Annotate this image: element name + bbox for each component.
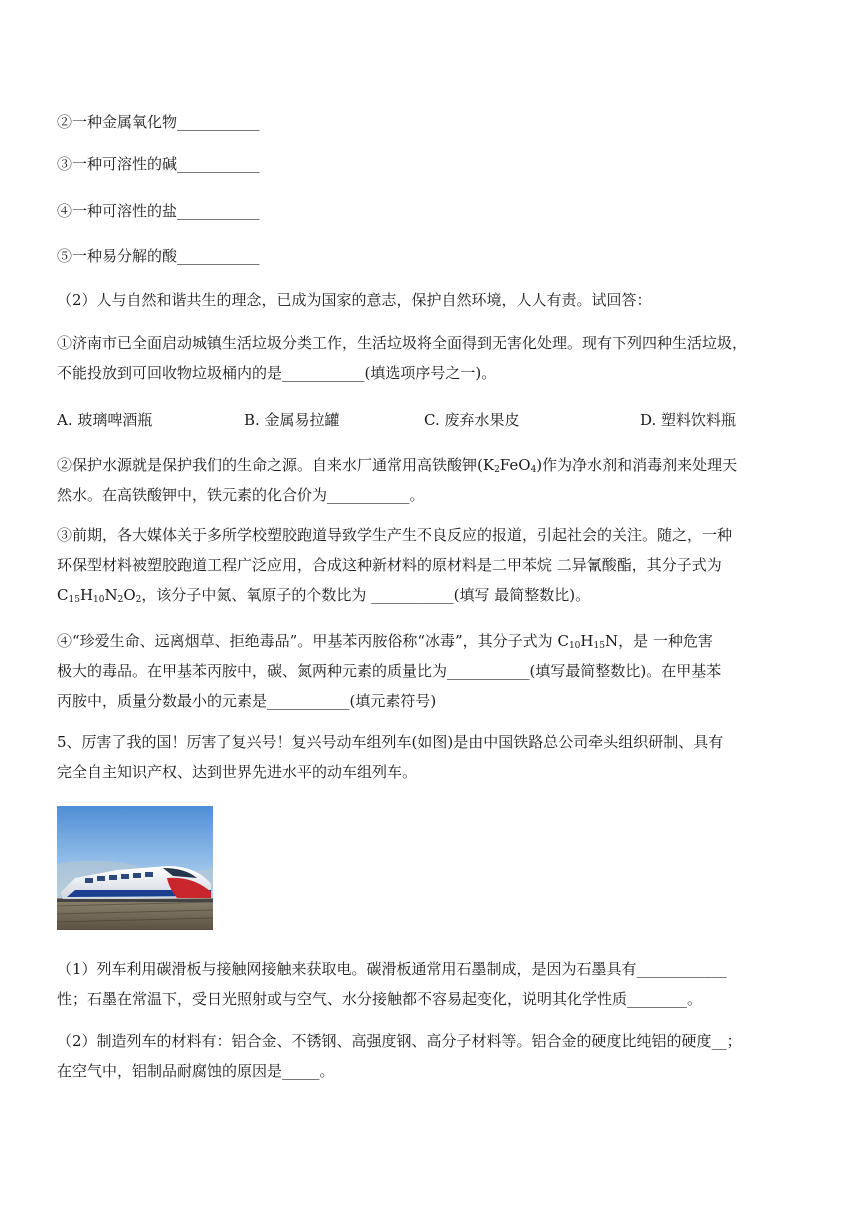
answer-blank: ___________	[327, 486, 410, 504]
question-water	[57, 450, 802, 510]
answer-blank: ________	[627, 990, 688, 1008]
train-photo	[57, 806, 213, 930]
question-5	[57, 727, 802, 787]
question-text: 极大的毒品。在甲基苯丙胺中，碳、氮两种元素的质量比为___________(填写最简整数比)。在甲基苯	[57, 662, 722, 680]
question-text: ①济南市已全面启动城镇生活垃圾分类工作，生活垃圾将全面得到无害化处理。现有下列四种生活垃圾，	[57, 334, 748, 352]
choice-c: C. 废弃水果皮	[424, 411, 520, 429]
question-text: ③前期，各大媒体关于多所学校塑胶跑道导致学生产生不良反应的报道，引起社会的关注。随之，一种	[57, 526, 733, 544]
question-text: （1）列车利用碳滑板与接触网接触来获取电。碳滑板通常用石墨制成，是因为石墨具有____________	[57, 960, 727, 978]
question-text: 环保型材料被塑胶跑道工程广泛应用，合成这种新材料的原材料是二甲苯烷 二异氰酸酯，其分子式为	[57, 556, 722, 574]
answer-blank: __	[711, 1032, 727, 1050]
question-text: ④“珍爱生命、远离烟草、拒绝毒品”。甲基苯丙胺俗称“冰毒”，其分子式为 $C_{10}H_{15}N$，是 一种危害	[57, 632, 713, 651]
choice-a: A. 玻璃啤酒瓶	[57, 411, 153, 429]
question-text: 丙胺中，质量分数最小的元素是___________(填元素符号)	[57, 692, 437, 710]
item-soluble-base	[57, 149, 802, 179]
choice-d: D. 塑料饮料瓶	[640, 411, 737, 429]
question-garbage	[57, 328, 802, 388]
molecular-formula: $C_{15}H_{10}N_2O_2$	[57, 586, 142, 605]
high-speed-train-image	[57, 806, 213, 930]
question-text: 不能投放到可回收物垃圾桶内的是___________(填选项序号之一)。	[57, 364, 497, 382]
item-soluble-salt	[57, 196, 802, 226]
question-text: 完全自主知识产权、达到世界先进水平的动车组列车。	[57, 763, 418, 781]
answer-blank: ____________	[636, 960, 727, 978]
question-text: 在空气中，铝制品耐腐蚀的原因是_____。	[57, 1062, 335, 1080]
question-text: （2）制造列车的材料有：铝合金、不锈钢、高强度钢、高分子材料等。铝合金的硬度比纯铝的硬度__；	[57, 1032, 742, 1050]
question-text: 性；石墨在常温下，受日光照射或与空气、水分接触都不容易起变化，说明其化学性质________。	[57, 990, 703, 1008]
choice-b: B. 金属易拉罐	[244, 411, 340, 429]
question-track	[57, 520, 802, 610]
question-text: 5、厉害了我的国！厉害了复兴号！复兴号动车组列车(如图)是由中国铁路总公司牵头组织研制、具有	[57, 733, 724, 751]
question-drug	[57, 626, 802, 716]
question-5-part-1	[57, 954, 802, 1014]
item-unstable-acid	[57, 241, 802, 271]
part2-intro: （2）人与自然和谐共生的理念，已成为国家的意志，保护自然环境，人人有责。试回答：	[57, 291, 652, 309]
item-text: ②一种金属氧化物	[57, 113, 178, 131]
question-text: 然水。在高铁酸钾中，铁元素的化合价为___________。	[57, 486, 425, 504]
item-text: ④一种可溶性的盐	[57, 202, 178, 220]
question-5-part-2	[57, 1026, 802, 1086]
answer-blank: _____	[282, 1062, 320, 1080]
answer-blank: ___________	[177, 247, 260, 265]
answer-blank: ___________	[177, 202, 260, 220]
item-metal-oxide	[57, 107, 802, 137]
answer-blank: ___________	[267, 692, 350, 710]
answer-blank: ___________	[371, 586, 454, 604]
question-text: $C_{15}H_{10}N_2O_2$，该分子中氮、氧原子的个数比为 ___________(填写 最简整数比)。	[57, 586, 591, 605]
answer-blank: ___________	[282, 364, 365, 382]
answer-blank: ___________	[447, 662, 530, 680]
question-text: ②保护水源就是保护我们的生命之源。自来水厂通常用高铁酸钾$(K_2FeO_4)$作为净水剂和消毒剂来处理天	[57, 456, 738, 475]
answer-blank: ___________	[177, 113, 260, 131]
item-text: ③一种可溶性的碱	[57, 155, 178, 173]
item-text: ⑤一种易分解的酸	[57, 247, 178, 265]
answer-blank: ___________	[177, 155, 260, 173]
